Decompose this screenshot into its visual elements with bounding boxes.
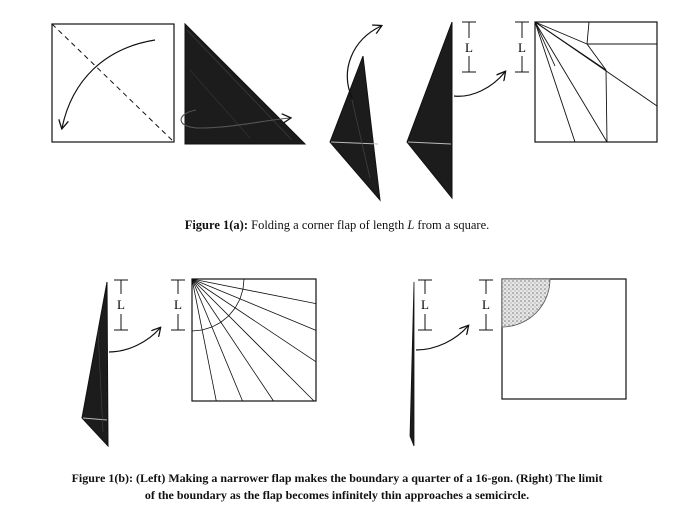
figure-1b-caption [0, 470, 674, 504]
figure-1b-label: Figure 1(b): [71, 471, 133, 485]
figure-1a-text-1: Folding a corner flap of length [248, 218, 408, 232]
crease-line [192, 279, 243, 401]
figure-1b-text-1: (Left) Making a narrower flap makes the boundary a quarter of a 16-gon. (Right) The limit [133, 471, 603, 485]
figure-1b-line1 [0, 470, 674, 487]
b-left-crease-square [171, 279, 316, 401]
length-label-b1: L [117, 297, 125, 312]
unfold-arrow-icon [454, 72, 505, 96]
crease-line [192, 279, 316, 330]
length-label-a1: L [465, 40, 473, 55]
b-right-limit-square [479, 279, 626, 399]
length-label-b3: L [421, 297, 429, 312]
length-label-a2: L [518, 40, 526, 55]
figure-1a-label: Figure 1(a): [184, 218, 248, 232]
b-left-flap [82, 280, 160, 446]
step3-folded-flap [330, 26, 381, 200]
length-label-b4: L [482, 297, 490, 312]
step1-square [52, 24, 174, 142]
step2-triangle [181, 24, 305, 144]
diagonal-fold-line [52, 24, 174, 142]
unfold-arrow-b1-icon [109, 328, 160, 352]
figure-1b-line2: of the boundary as the flap becomes infinitely thin approaches a semicircle. [144, 488, 530, 502]
step5-crease-square [515, 22, 657, 142]
figure-1a-text-2: from a square. [414, 218, 490, 232]
length-label-b2: L [174, 297, 182, 312]
step4-flap-with-length [407, 22, 505, 198]
crease-line [192, 279, 314, 401]
quarter-circle-region [502, 279, 550, 327]
figure-1a-variable: L [407, 218, 415, 232]
fold-arrow-icon [62, 40, 155, 128]
b-right-thin-flap [410, 280, 468, 446]
figure-1a-caption [0, 218, 674, 233]
